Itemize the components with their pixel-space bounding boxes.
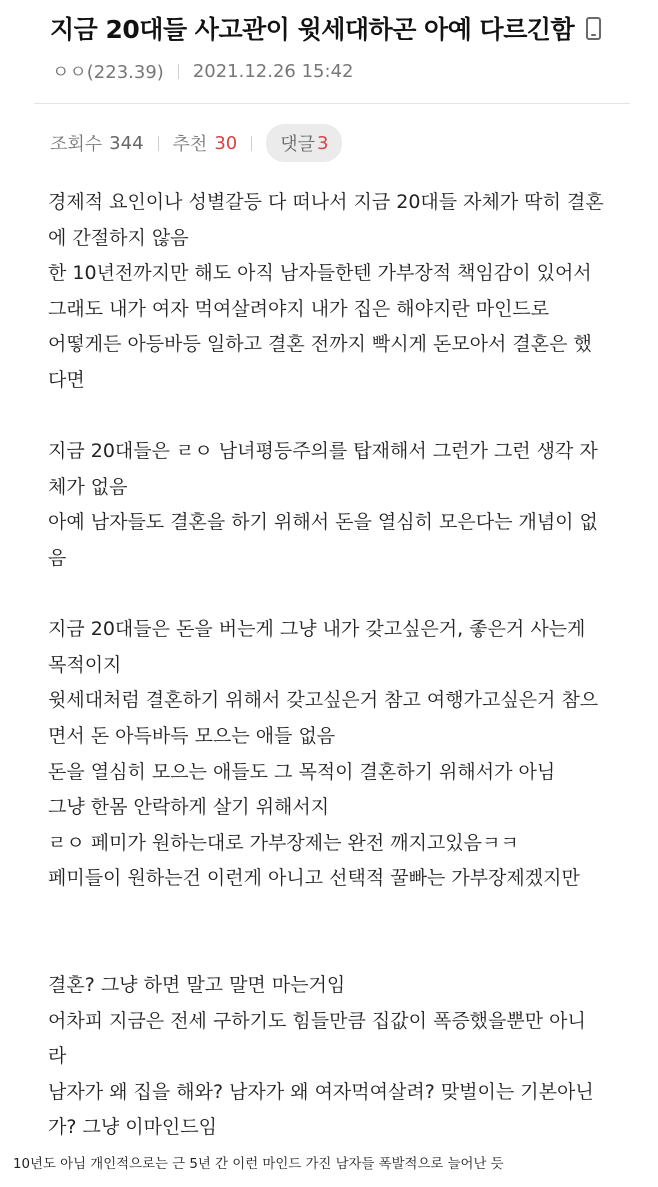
body-line: 음	[48, 546, 67, 569]
body-line: 그래도 내가 여자 먹여살려야지 내가 집은 해야지란 마인드로	[48, 297, 550, 320]
mobile-phone-icon	[586, 17, 601, 40]
body-line: 면서 돈 아득바득 모으는 애들 없음	[48, 724, 336, 747]
body-line: 한 10년전까지만 해도 아직 남자들한텐 가부장적 책임감이 있어서	[48, 262, 592, 285]
meta-divider	[178, 64, 179, 79]
recommend-count: 30	[214, 132, 238, 154]
body-line: 그냥 한몸 안락하게 살기 위해서지	[48, 796, 330, 819]
body-line: ㄹㅇ 페미가 원하는대로 가부장제는 완전 깨지고있음ㅋㅋ	[48, 831, 519, 854]
body-line	[48, 897, 638, 933]
body-line: 지금 20대들은 돈을 버는게 그냥 내가 갖고싶은거, 좋은거 사는게	[48, 618, 586, 641]
body-line	[48, 399, 638, 435]
body-line: 목적이지	[48, 653, 122, 676]
stats-divider	[251, 136, 252, 151]
body-line: 라	[48, 1045, 67, 1068]
post-date: 2021.12.26 15:42	[192, 60, 354, 82]
recommend-label: 추천	[172, 134, 208, 155]
body-line: 경제적 요인이나 성별갈등 다 떠나서 지금 20대들 자체가 딱히 결혼	[48, 191, 604, 213]
body-line: 남자가 왜 집을 해와? 남자가 왜 여자먹여살려? 맞벌이는 기본아닌	[48, 1080, 594, 1103]
body-line: 에 간절하지 않음	[48, 226, 189, 249]
body-line: 다면	[48, 368, 85, 391]
body-line: 어떻게든 아등바등 일하고 결혼 전까지 빡시게 돈모아서 결혼은 했	[48, 333, 592, 356]
body-line: 돈을 열심히 모으는 애들도 그 목적이 결혼하기 위해서가 아님	[48, 760, 556, 783]
header-divider	[34, 103, 630, 104]
body-line: 체가 없음	[48, 475, 128, 498]
comments-count: 3	[317, 132, 329, 154]
post-meta	[52, 58, 353, 84]
comments-label: 댓글	[280, 134, 315, 155]
image-caption: 10년도 아님 개인적으로는 근 5년 간 이런 마인드 가진 남자들 폭발적으로 늘어난 듯	[13, 1157, 504, 1172]
body-line: 지금 20대들은 ㄹㅇ 남녀평등주의를 탑재해서 그런가 그런 생각 자	[48, 440, 598, 463]
post-body	[48, 185, 638, 1146]
body-line: 어차피 지금은 전세 구하기도 힘들만큼 집값이 폭증했을뿐만 아니	[48, 1009, 586, 1032]
comments-button[interactable]	[266, 124, 342, 162]
post-stats	[50, 124, 342, 162]
author-name[interactable]: ㅇㅇ(223.39)	[52, 62, 164, 83]
body-line: 결혼? 그냥 하면 말고 말면 마는거임	[48, 974, 346, 997]
body-line: 아예 남자들도 결혼을 하기 위해서 돈을 열심히 모은다는 개념이 없	[48, 511, 598, 534]
body-line: 윗세대처럼 결혼하기 위해서 갖고싶은거 참고 여행가고싶은거 참으	[48, 689, 599, 712]
views-label: 조회수	[50, 134, 103, 155]
stats-divider	[158, 136, 159, 151]
post-title: 지금 20대들 사고관이 윗세대하곤 아예 다르긴함	[50, 15, 575, 44]
post-card	[30, 0, 632, 1150]
body-line: 가? 그냥 이마인드임	[48, 1116, 217, 1139]
title-row	[50, 10, 601, 46]
body-line	[48, 577, 638, 613]
body-line: 페미들이 원하는건 이런게 아니고 선택적 꿀빠는 가부장제겠지만	[48, 867, 580, 890]
body-line	[48, 932, 638, 968]
views-count: 344	[109, 132, 144, 154]
